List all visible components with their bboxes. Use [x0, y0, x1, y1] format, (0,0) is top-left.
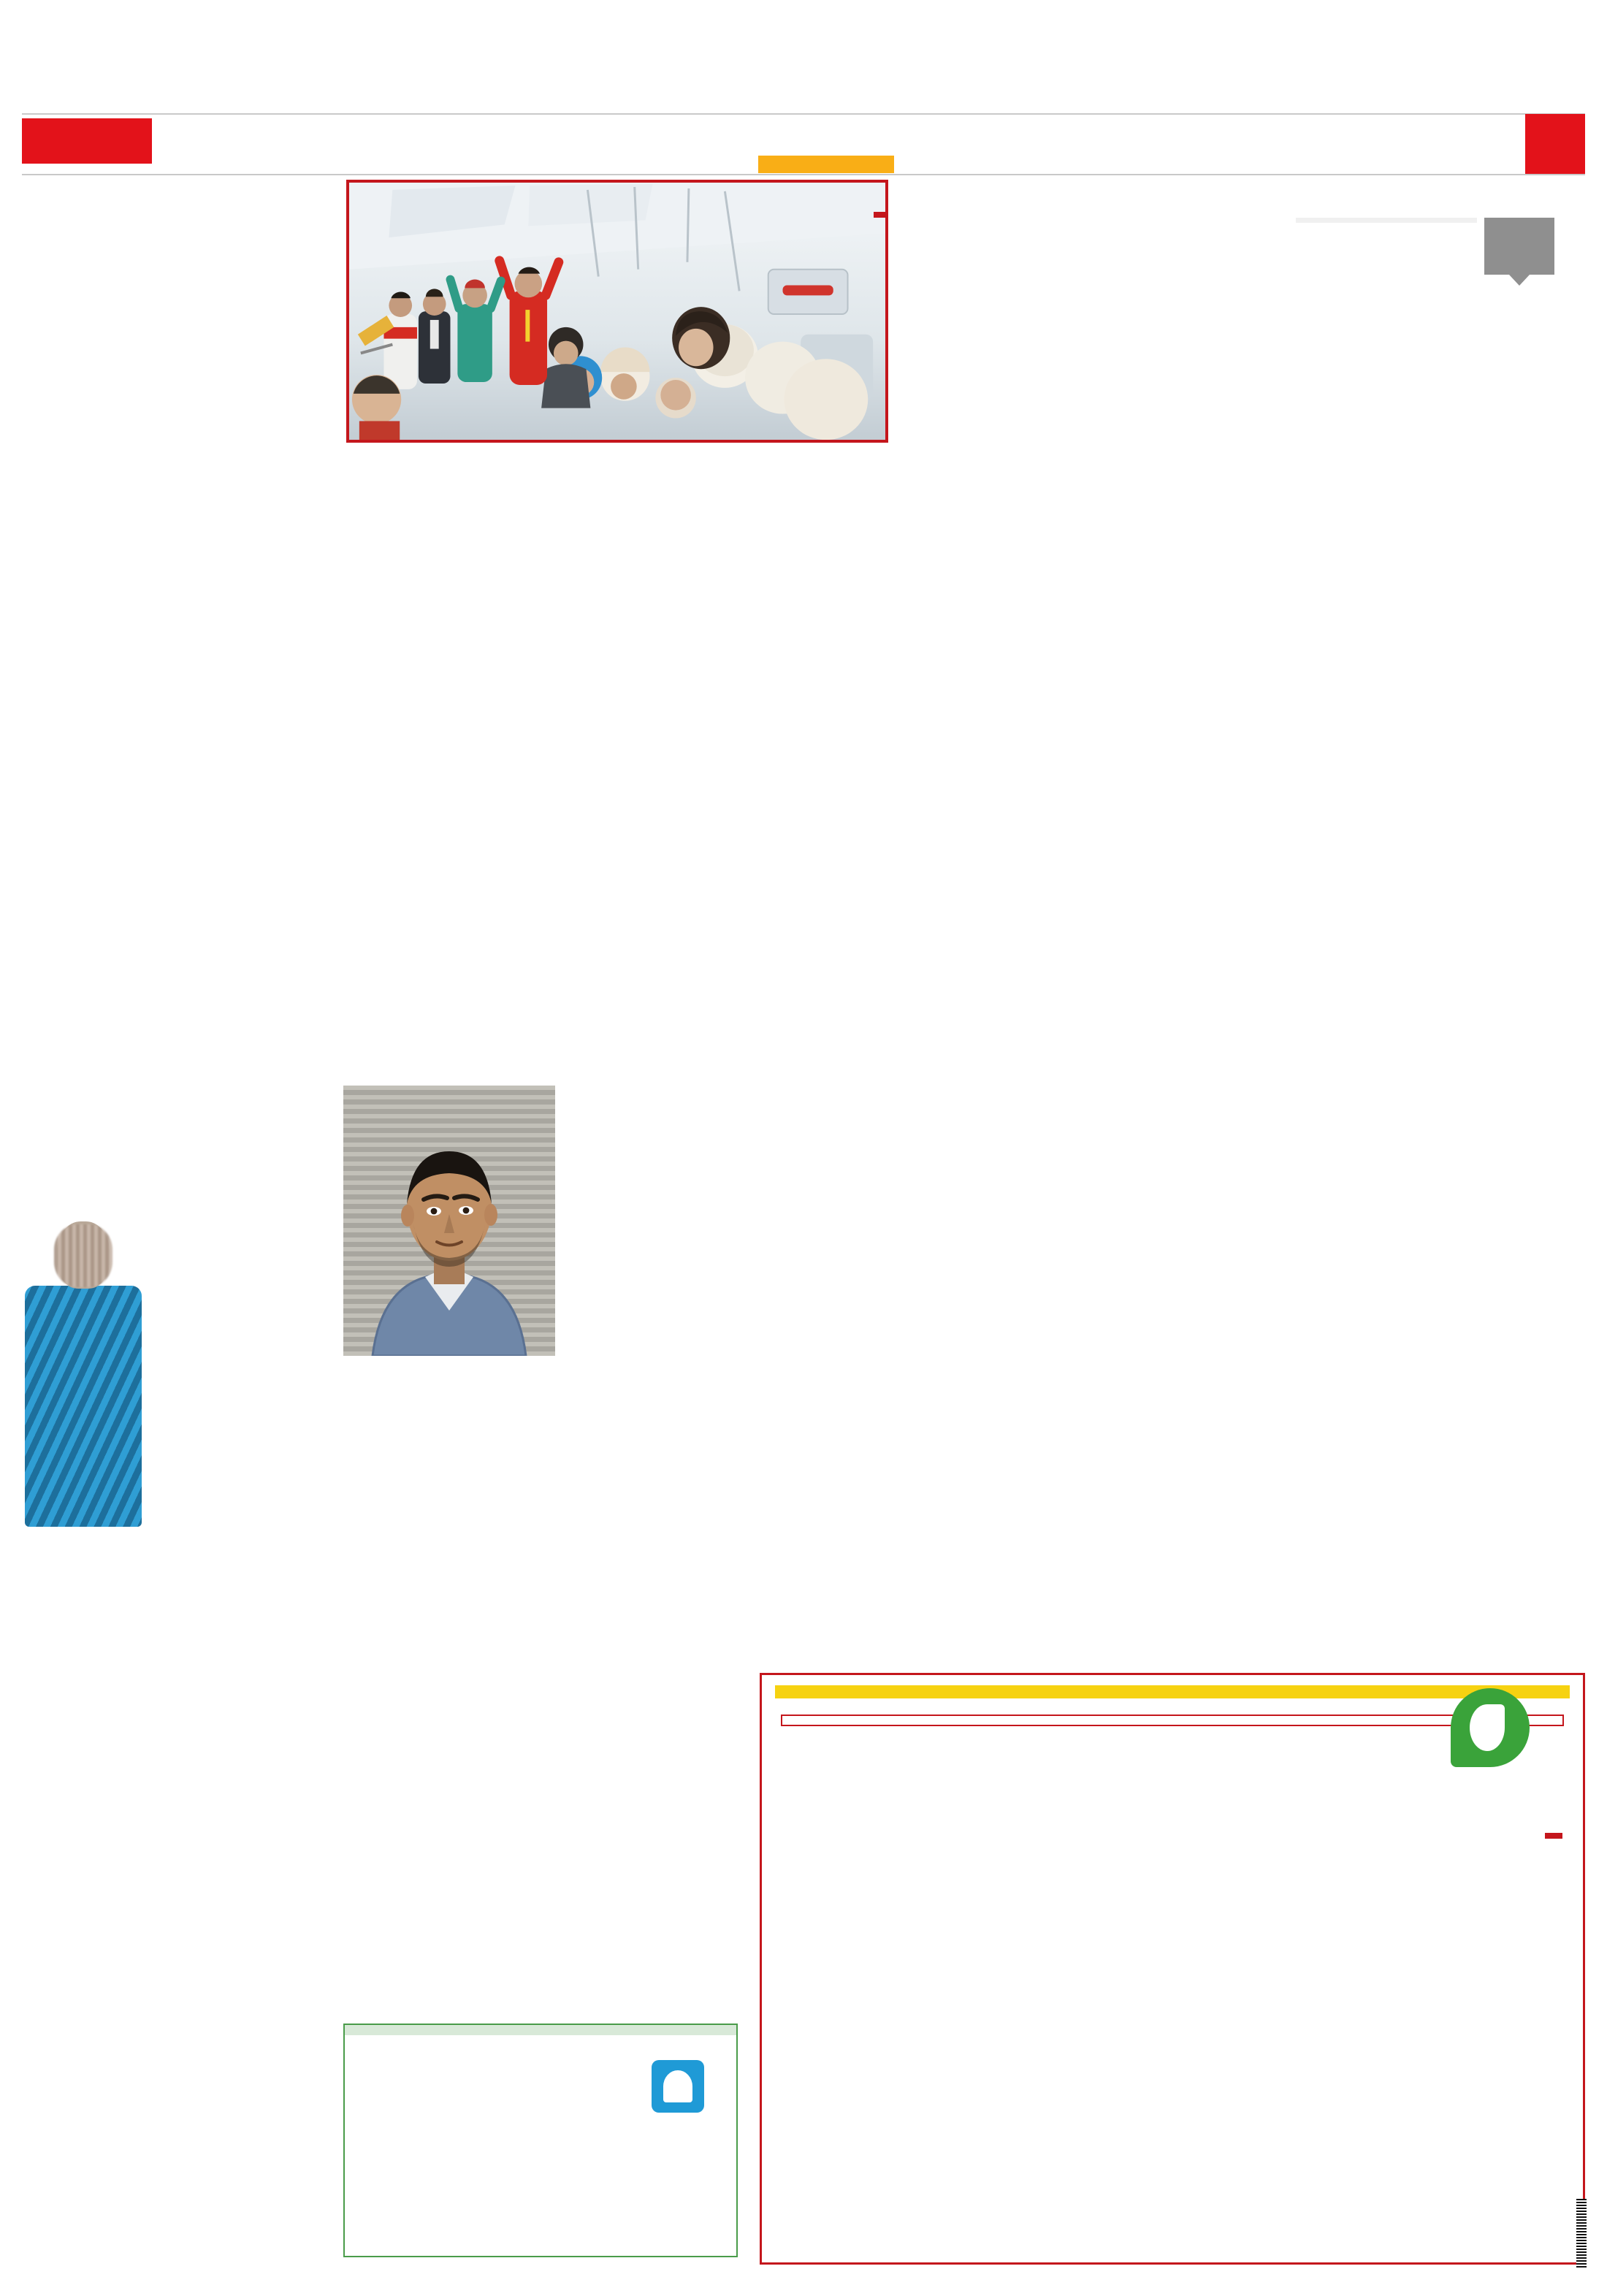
tehran-it-org-icon	[652, 2060, 704, 2113]
tender-body	[453, 2044, 736, 2053]
tender-number	[345, 2035, 736, 2044]
ad-round-badge	[1545, 1833, 1562, 1839]
story2-body-columns	[193, 1242, 1229, 1614]
prisoner-uniform	[25, 1286, 142, 1527]
bamardom-badge	[1484, 218, 1554, 275]
header-rule-bottom	[22, 174, 1585, 175]
reader-contact-box	[1296, 218, 1477, 224]
blurred-face-overlay	[54, 1224, 112, 1287]
barcode	[1576, 2199, 1587, 2269]
section-title-underline	[758, 156, 894, 173]
tender-logo	[630, 2060, 726, 2116]
baharestan-leaf-icon	[1451, 1688, 1530, 1767]
page-number-badge	[1525, 114, 1585, 174]
lead-kicker	[874, 212, 885, 218]
article3-body-columns	[193, 1702, 733, 2009]
lead-body-columns	[193, 468, 1229, 1030]
ad-tehran-tender[interactable]	[343, 2024, 738, 2257]
header-rule-top	[22, 113, 1585, 115]
masthead-logo[interactable]	[22, 118, 152, 164]
ad-logo	[1413, 1688, 1567, 1771]
tender-title	[345, 2025, 736, 2035]
helicopter-rescue-photo	[349, 183, 885, 443]
ad-baharestan[interactable]	[760, 1673, 1585, 2265]
lead-photo	[346, 180, 888, 443]
